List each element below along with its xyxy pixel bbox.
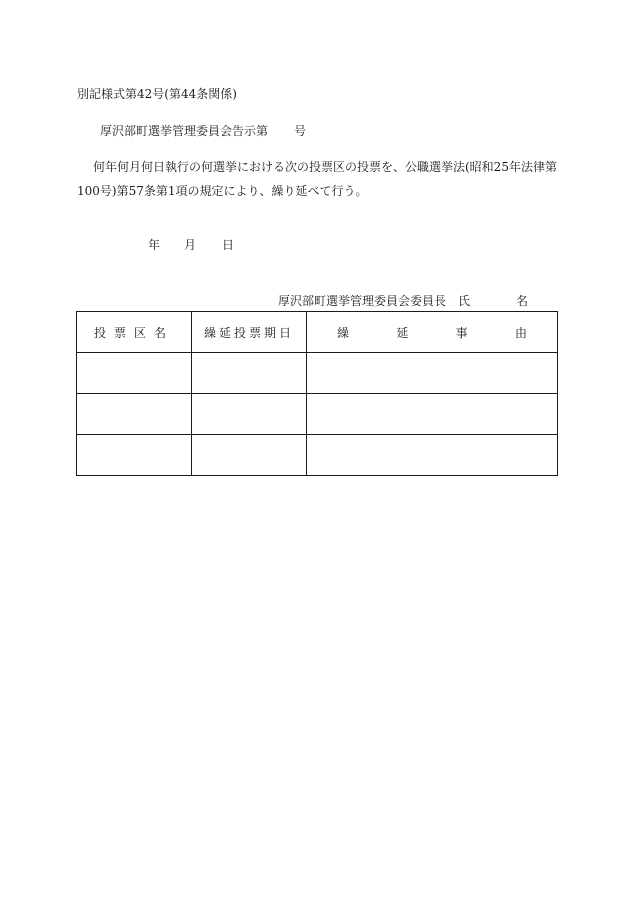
header-reason-char: 事 (455, 325, 468, 340)
date-year: 年 (148, 238, 161, 252)
table-cell-postponed-date[interactable] (192, 394, 307, 435)
signature-line (278, 292, 528, 309)
table-header-row (77, 312, 558, 353)
header-reason-char: 延 (396, 325, 409, 340)
notice-title-prefix: 厚沢部町選挙管理委員会告示第 (100, 124, 269, 138)
table-cell-district[interactable] (77, 353, 192, 394)
table-row (77, 353, 558, 394)
signature-role: 厚沢部町選挙管理委員会委員長 (278, 294, 447, 308)
header-district: 投票区名 (77, 312, 192, 353)
table-row (77, 394, 558, 435)
table-cell-reason[interactable] (307, 353, 558, 394)
table-cell-postponed-date[interactable] (192, 353, 307, 394)
date-day: 日 (222, 238, 235, 252)
notice-body-line-1: 何年何月何日執行の何選挙における次の投票区の投票を、公職選挙法(昭和25年法律第 (93, 160, 557, 174)
header-reason-char: 由 (514, 325, 527, 340)
table-row (77, 435, 558, 476)
table-cell-district[interactable] (77, 435, 192, 476)
table-cell-postponed-date[interactable] (192, 435, 307, 476)
header-postponed-date: 繰延投票期日 (192, 312, 307, 353)
postponement-table (76, 311, 558, 476)
table-cell-district[interactable] (77, 394, 192, 435)
table-cell-reason[interactable] (307, 394, 558, 435)
signature-name-label: 名 (516, 294, 529, 308)
header-reason-char: 繰 (337, 325, 350, 340)
date-month: 月 (184, 238, 197, 252)
notice-title-suffix: 号 (294, 124, 307, 138)
notice-body-line-2: 100号)第57条第1項の規定により、繰り延べて行う。 (77, 184, 368, 198)
date-line (148, 236, 234, 253)
notice-title (100, 122, 306, 139)
form-number: 別記様式第42号(第44条関係) (77, 87, 237, 101)
header-reason (307, 312, 558, 353)
table-cell-reason[interactable] (307, 435, 558, 476)
signature-surname-label: 氏 (458, 294, 471, 308)
